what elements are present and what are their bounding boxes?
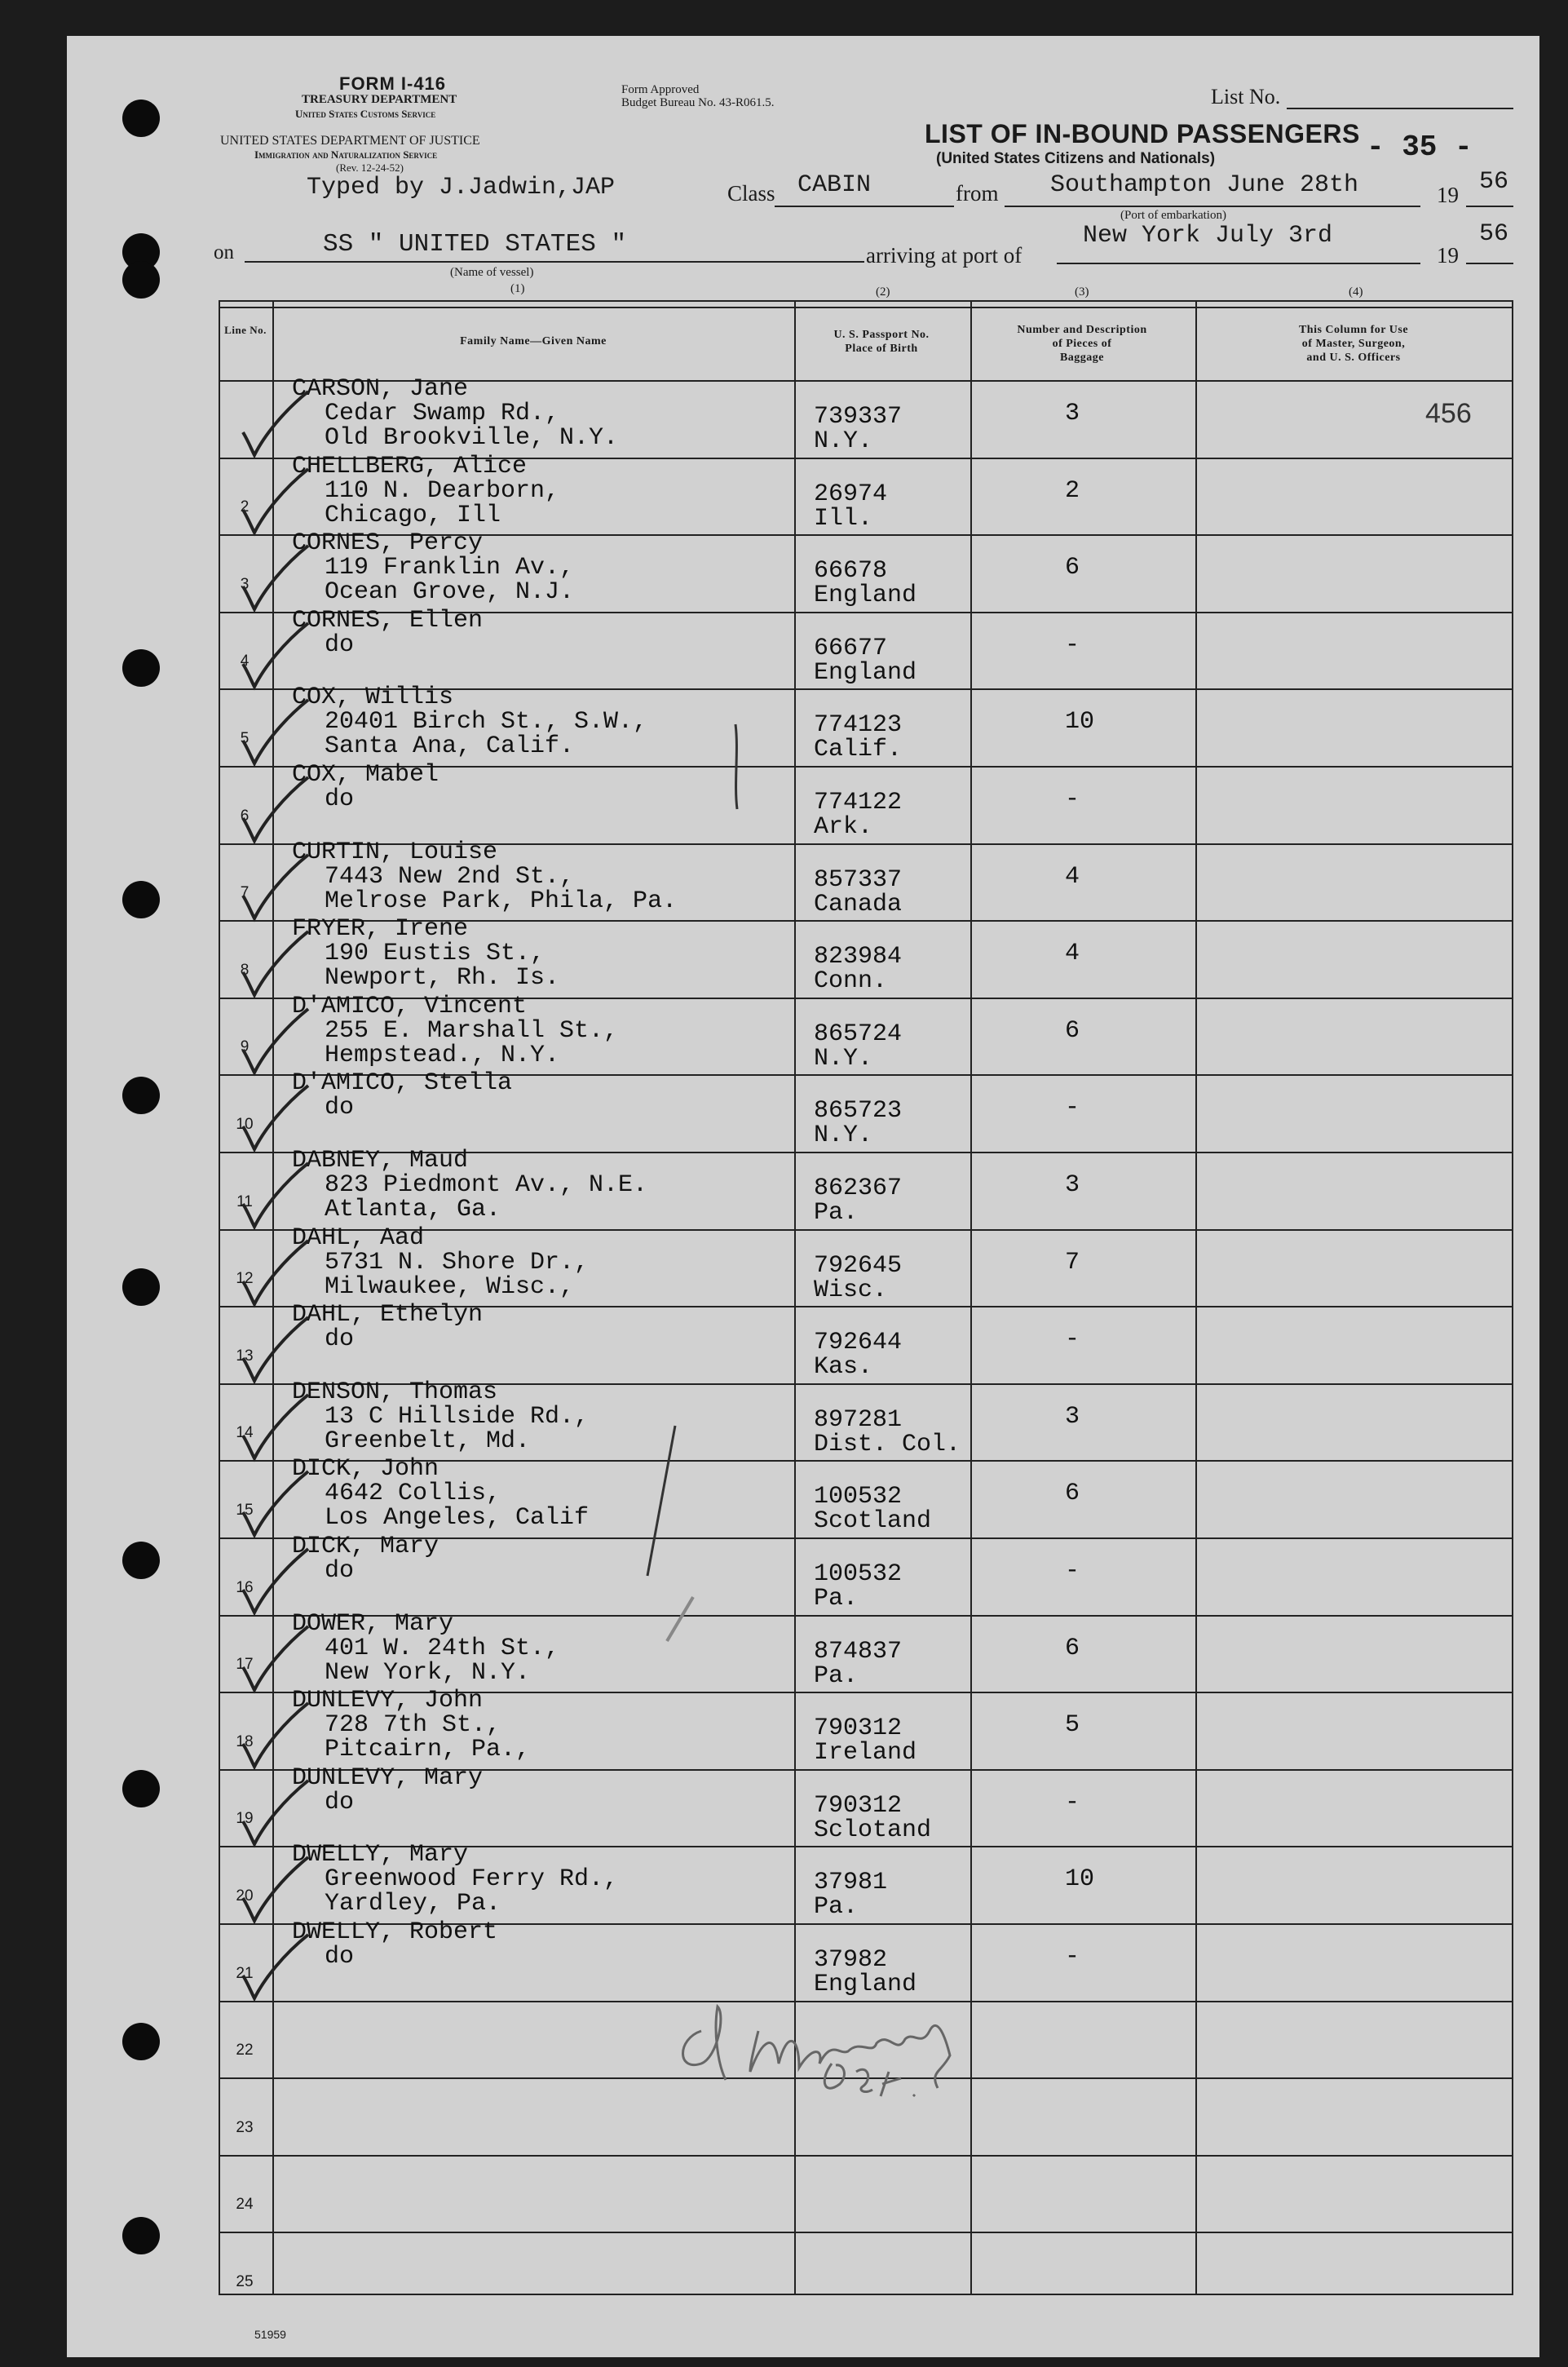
- baggage-count: 4: [1065, 863, 1080, 891]
- passenger-name: DICK, Mary: [292, 1533, 439, 1560]
- checkmark-icon: [238, 1544, 311, 1617]
- place-of-birth: N.Y.: [814, 427, 873, 455]
- checkmark-icon: [238, 464, 311, 538]
- line-number: 16: [236, 1579, 254, 1596]
- checkmark-icon: [238, 1312, 311, 1386]
- address-line-1: 7443 New 2nd St.,: [325, 863, 575, 891]
- baggage-count: -: [1065, 1094, 1080, 1122]
- dept-customs: United States Customs Service: [295, 108, 436, 120]
- baggage-count: 2: [1065, 477, 1080, 505]
- passport-number: 37981: [814, 1869, 888, 1896]
- passport-number: 865723: [814, 1097, 903, 1125]
- from-label: from: [956, 181, 999, 206]
- binder-hole: [122, 2023, 160, 2060]
- passenger-name: CORNES, Percy: [292, 529, 484, 557]
- address-line-2: Yardley, Pa.: [325, 1890, 501, 1918]
- baggage-count: -: [1065, 631, 1080, 659]
- place-of-birth: Pa.: [814, 1662, 859, 1690]
- checkmark-icon: [238, 618, 311, 692]
- passenger-name: CHELLBERG, Alice: [292, 453, 528, 480]
- address-line-1: 190 Eustis St.,: [325, 940, 545, 967]
- place-of-birth: Wisc.: [814, 1276, 888, 1304]
- place-of-birth: Conn.: [814, 967, 888, 995]
- address-line-2: New York, N.Y.: [325, 1659, 531, 1687]
- place-of-birth: Pa.: [814, 1585, 859, 1613]
- address-line-2: Atlanta, Ga.: [325, 1196, 501, 1223]
- on-label: on: [214, 241, 234, 263]
- address-line-1: do: [325, 1789, 355, 1816]
- baggage-count: 3: [1065, 1403, 1080, 1431]
- passenger-name: FRYER, Irene: [292, 915, 469, 943]
- vessel-caption: (Name of vessel): [450, 266, 534, 279]
- address-line-1: 401 W. 24th St.,: [325, 1635, 560, 1662]
- form-number: FORM I-416: [339, 73, 447, 94]
- row-divider: [219, 2155, 1513, 2157]
- baggage-count: 6: [1065, 1017, 1080, 1045]
- passport-number: 792645: [814, 1252, 903, 1280]
- passenger-name: COX, Willis: [292, 684, 454, 711]
- passport-number: 774122: [814, 789, 903, 816]
- address-line-1: 20401 Birch St., S.W.,: [325, 708, 648, 736]
- line-number: 9: [240, 1038, 250, 1055]
- passenger-name: COX, Mabel: [292, 761, 439, 789]
- passport-number: 857337: [814, 866, 903, 894]
- place-of-birth: Kas.: [814, 1353, 873, 1381]
- line-number: 6: [240, 807, 250, 825]
- line-number: 4: [240, 653, 250, 670]
- address-line-1: 823 Piedmont Av., N.E.: [325, 1171, 648, 1199]
- col1-number: (1): [510, 282, 525, 295]
- passport-number: 790312: [814, 1792, 903, 1820]
- line-number: 12: [236, 1270, 254, 1287]
- place-of-birth: Sclotand: [814, 1816, 932, 1844]
- place-of-birth: Dist. Col.: [814, 1431, 961, 1458]
- binder-hole: [122, 1268, 160, 1306]
- address-line-1: Greenwood Ferry Rd.,: [325, 1865, 619, 1893]
- approval-line1: Form Approved: [621, 83, 700, 96]
- place-of-birth: N.Y.: [814, 1045, 873, 1073]
- list-no-label: List No.: [1211, 85, 1281, 108]
- line-number: 22: [236, 2042, 254, 2059]
- passenger-name: D'AMICO, Stella: [292, 1069, 513, 1097]
- passenger-name: CURTIN, Louise: [292, 838, 498, 866]
- place-of-birth: England: [814, 659, 917, 687]
- address-line-2: Pitcairn, Pa.,: [325, 1736, 531, 1763]
- address-line-2: Melrose Park, Phila, Pa.: [325, 887, 678, 915]
- year-1: 56: [1479, 168, 1509, 196]
- place-of-birth: Pa.: [814, 1199, 859, 1227]
- address-line-2: Hempstead., N.Y.: [325, 1042, 560, 1069]
- address-line-1: do: [325, 631, 355, 659]
- list-number: - 35 -: [1367, 131, 1473, 164]
- address-line-1: Cedar Swamp Rd.,: [325, 400, 560, 427]
- form-title: LIST OF IN-BOUND PASSENGERS: [925, 119, 1360, 148]
- checkmark-icon: [238, 1776, 311, 1849]
- address-line-2: Los Angeles, Calif: [325, 1504, 590, 1532]
- baggage-count: -: [1065, 1943, 1080, 1971]
- passenger-name: DICK, John: [292, 1455, 439, 1483]
- checkmark-icon: [238, 1930, 311, 2003]
- checkmark-icon: [238, 695, 311, 768]
- address-line-1: do: [325, 785, 355, 813]
- checkmark-icon: [238, 1698, 311, 1772]
- passport-number: 874837: [814, 1638, 903, 1666]
- passport-number: 897281: [814, 1406, 903, 1434]
- pencil-mark: [660, 1591, 701, 1648]
- checkmark-icon: [238, 1081, 311, 1154]
- class-label: Class: [727, 181, 775, 206]
- baggage-count: -: [1065, 1557, 1080, 1585]
- passenger-name: DUNLEVY, John: [292, 1687, 484, 1714]
- passport-number: 26974: [814, 480, 888, 508]
- checkmark-icon: [238, 387, 311, 460]
- baggage-count: 10: [1065, 708, 1095, 736]
- passport-number: 862367: [814, 1175, 903, 1202]
- line-number: 3: [240, 576, 250, 593]
- binder-hole: [122, 1542, 160, 1579]
- year-prefix-2: 19: [1437, 243, 1459, 268]
- col4-number: (4): [1349, 285, 1363, 299]
- address-line-1: 13 C Hillside Rd.,: [325, 1403, 590, 1431]
- header-line-no: Line No.: [224, 324, 267, 336]
- line-number: 21: [236, 1965, 254, 1982]
- checkmark-icon: [238, 1622, 311, 1695]
- baggage-count: 3: [1065, 1171, 1080, 1199]
- baggage-count: 3: [1065, 400, 1080, 427]
- pencil-mark: [636, 1419, 685, 1582]
- header-baggage: Number and Description of Pieces of Baggage: [1017, 324, 1147, 364]
- binder-hole: [122, 100, 160, 137]
- passenger-name: DWELLY, Robert: [292, 1918, 498, 1946]
- year-2: 56: [1479, 220, 1509, 248]
- address-line-2: Santa Ana, Calif.: [325, 732, 575, 760]
- address-line-1: 728 7th St.,: [325, 1711, 501, 1739]
- checkmark-icon: [238, 1390, 311, 1463]
- baggage-count: 10: [1065, 1865, 1095, 1893]
- footer-code: 51959: [254, 2328, 286, 2341]
- form-subtitle: (United States Citizens and Nationals): [936, 150, 1216, 167]
- place-of-birth: Ireland: [814, 1739, 917, 1767]
- address-line-2: Old Brookville, N.Y.: [325, 424, 619, 452]
- binder-hole: [122, 1770, 160, 1807]
- baggage-count: -: [1065, 1789, 1080, 1816]
- binder-hole: [122, 881, 160, 918]
- dept-treasury: TREASURY DEPARTMENT: [302, 93, 457, 106]
- line-number: 18: [236, 1733, 254, 1750]
- header-passport: U. S. Passport No. Place of Birth: [833, 329, 930, 355]
- header-officers: This Column for Use of Master, Surgeon, and U. S. Officers: [1298, 324, 1409, 364]
- line-number: 7: [240, 884, 250, 901]
- typed-by: Typed by J.Jadwin,JAP: [307, 174, 616, 201]
- baggage-count: -: [1065, 1325, 1080, 1353]
- baggage-count: 6: [1065, 1480, 1080, 1507]
- checkmark-icon: [238, 1236, 311, 1309]
- passport-number: 66677: [814, 635, 888, 662]
- place-of-birth: Scotland: [814, 1507, 932, 1535]
- line-number: 23: [236, 2119, 254, 2136]
- line-number: 13: [236, 1347, 254, 1365]
- checkmark-icon: [238, 927, 311, 1000]
- address-line-2: Newport, Rh. Is.: [325, 964, 560, 992]
- pencil-mark: [718, 718, 750, 816]
- passport-number: 66678: [814, 557, 888, 585]
- line-number: 20: [236, 1887, 254, 1905]
- address-line-1: do: [325, 1325, 355, 1353]
- col3-number: (3): [1075, 285, 1089, 299]
- dept-ins: Immigration and Naturalization Service: [254, 148, 438, 161]
- passenger-name: DENSON, Thomas: [292, 1378, 498, 1406]
- baggage-count: -: [1065, 785, 1080, 813]
- passport-number: 823984: [814, 943, 903, 971]
- passenger-name: DABNEY, Maud: [292, 1147, 469, 1175]
- address-line-1: do: [325, 1094, 355, 1122]
- passenger-name: DOWER, Mary: [292, 1610, 454, 1638]
- baggage-count: 6: [1065, 554, 1080, 582]
- address-line-1: 110 N. Dearborn,: [325, 477, 560, 505]
- passport-number: 100532: [814, 1560, 903, 1588]
- from-value: Southampton June 28th: [1050, 171, 1359, 199]
- passenger-name: DWELLY, Mary: [292, 1841, 469, 1869]
- passenger-name: D'AMICO, Vincent: [292, 993, 528, 1020]
- passport-number: 774123: [814, 711, 903, 739]
- port-embark-caption: (Port of embarkation): [1120, 209, 1226, 222]
- row-divider: [219, 2232, 1513, 2233]
- arriving-label: arriving at port of: [866, 243, 1023, 268]
- place-of-birth: England: [814, 1971, 917, 1998]
- passenger-name: DAHL, Ethelyn: [292, 1301, 484, 1329]
- address-line-2: Milwaukee, Wisc.,: [325, 1273, 575, 1301]
- line-number: 14: [236, 1424, 254, 1441]
- line-number: 2: [240, 498, 250, 515]
- checkmark-icon: [238, 772, 311, 846]
- passenger-name: CORNES, Ellen: [292, 607, 484, 635]
- place-of-birth: Ark.: [814, 813, 873, 841]
- address-line-1: 119 Franklin Av.,: [325, 554, 575, 582]
- checkmark-icon: [238, 1004, 311, 1077]
- address-line-1: 255 E. Marshall St.,: [325, 1017, 619, 1045]
- year-comma-1: [1438, 179, 1444, 205]
- place-of-birth: N.Y.: [814, 1122, 873, 1149]
- col2-number: (2): [876, 285, 890, 299]
- place-of-birth: Pa.: [814, 1893, 859, 1921]
- baggage-count: 6: [1065, 1635, 1080, 1662]
- dept-justice: UNITED STATES DEPARTMENT OF JUSTICE: [220, 134, 480, 148]
- form-revision: (Rev. 12-24-52): [336, 161, 404, 174]
- passport-number: 865724: [814, 1020, 903, 1048]
- checkmark-icon: [238, 1467, 311, 1540]
- inspector-signature: [669, 1982, 1011, 2104]
- binder-hole: [122, 2217, 160, 2254]
- line-number: 24: [236, 2196, 254, 2213]
- line-number: 25: [236, 2273, 254, 2290]
- checkmark-icon: [238, 1852, 311, 1926]
- line-number: 17: [236, 1656, 254, 1673]
- passport-number: 790312: [814, 1714, 903, 1742]
- passport-number: 100532: [814, 1483, 903, 1511]
- checkmark-icon: [238, 850, 311, 923]
- line-number: 5: [240, 730, 250, 747]
- address-line-1: do: [325, 1557, 355, 1585]
- binder-hole: [122, 261, 160, 299]
- checkmark-icon: [238, 1158, 311, 1232]
- place-of-birth: Ill.: [814, 505, 873, 533]
- address-line-1: do: [325, 1943, 355, 1971]
- binder-hole: [122, 649, 160, 687]
- line-number: 19: [236, 1810, 254, 1827]
- passenger-name: DUNLEVY, Mary: [292, 1764, 484, 1792]
- address-line-2: Chicago, Ill: [325, 502, 501, 529]
- arriving-value: New York July 3rd: [1083, 222, 1333, 250]
- place-of-birth: Calif.: [814, 736, 903, 763]
- line-number: 11: [236, 1193, 253, 1210]
- line-number: 15: [236, 1502, 254, 1519]
- baggage-count: 7: [1065, 1249, 1080, 1276]
- checkmark-icon: [238, 541, 311, 614]
- passenger-name: DAHL, Aad: [292, 1224, 425, 1252]
- address-line-1: 4642 Collis,: [325, 1480, 501, 1507]
- address-line-1: 5731 N. Shore Dr.,: [325, 1249, 590, 1276]
- passenger-name: CARSON, Jane: [292, 375, 469, 403]
- line-number: 8: [240, 962, 250, 979]
- header-name: Family Name—Given Name: [460, 335, 607, 347]
- place-of-birth: Canada: [814, 891, 903, 918]
- place-of-birth: England: [814, 582, 917, 609]
- passport-number: 739337: [814, 403, 903, 431]
- passport-number: 792644: [814, 1329, 903, 1356]
- line-number: 10: [236, 1116, 254, 1133]
- binder-hole: [122, 1077, 160, 1114]
- officer-note: 456: [1425, 398, 1472, 429]
- address-line-2: Greenbelt, Md.: [325, 1427, 531, 1455]
- class-value: CABIN: [797, 171, 872, 199]
- approval-line2: Budget Bureau No. 43-R061.5.: [621, 96, 775, 109]
- passport-number: 37982: [814, 1946, 888, 1974]
- baggage-count: 4: [1065, 940, 1080, 967]
- address-line-2: Ocean Grove, N.J.: [325, 578, 575, 606]
- year-prefix-1: 19: [1437, 183, 1459, 207]
- baggage-count: 5: [1065, 1711, 1080, 1739]
- vessel-name: SS " UNITED STATES ": [323, 230, 627, 259]
